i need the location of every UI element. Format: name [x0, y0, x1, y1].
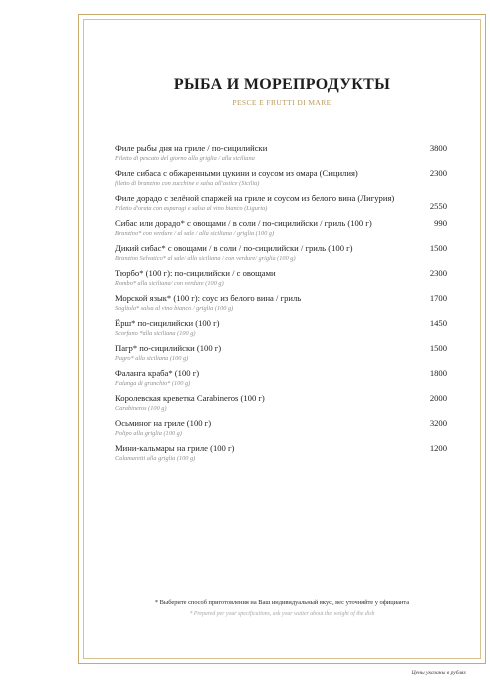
menu-item-price: 3200	[429, 418, 447, 428]
menu-item-subtitle: Falanga di granchio* (100 g)	[115, 380, 191, 387]
menu-item-price: 2300	[429, 168, 447, 178]
menu-item-subtitle: Filetto d'orata con asparagi e salsa al vino bianco (Liguria)	[115, 205, 268, 212]
menu-item-price: 1700	[429, 293, 447, 303]
menu-item-name: Филе рыбы дня на гриле / по-сицилийски	[115, 143, 268, 153]
menu-item-name: Ёрш* по-сицилийски (100 г)	[115, 318, 220, 328]
menu-item	[115, 218, 447, 238]
menu-item-price: 1800	[429, 368, 447, 378]
menu-item	[115, 193, 447, 213]
menu-item	[115, 243, 447, 263]
menu-item-subtitle: Carabineros (100 g)	[115, 405, 167, 412]
menu-item-name: Пагр* по-сицилийски (100 г)	[115, 343, 222, 353]
menu-item-price: 1500	[429, 243, 447, 253]
menu-item-name: Тюрбо* (100 г): по-сицилийски / с овощами	[115, 268, 276, 278]
menu-item	[115, 268, 447, 288]
menu-item-subtitle: Pagro* alla siciliana (100 g)	[115, 355, 189, 362]
menu-item-name: Мини-кальмары на гриле (100 г)	[115, 443, 235, 453]
menu-items-list	[115, 143, 447, 468]
menu-item	[115, 393, 447, 413]
menu-item-name: Филе сибаса с обжаренными цукини и соусом из омара (Сицилия)	[115, 168, 358, 178]
menu-item-name: Сибас или дорадо* с овощами / в соли / по-сицилийски / гриль (100 г)	[115, 218, 372, 228]
menu-item	[115, 318, 447, 338]
menu-item	[115, 368, 447, 388]
menu-item-subtitle: Scorfano *alla siciliana (100 g)	[115, 330, 196, 337]
menu-item-subtitle: Sogliola* salsa al vino bianco / griglia (100 g)	[115, 305, 234, 312]
menu-item-name: Морской язык* (100 г): соус из белого вина / гриль	[115, 293, 302, 303]
menu-item	[115, 143, 447, 163]
menu-item	[115, 443, 447, 463]
menu-item-name: Осьминог на гриле (100 г)	[115, 418, 212, 428]
menu-item-price: 2000	[429, 393, 447, 403]
menu-item-subtitle: Filetto di pescato del giorno alla griglia / alla siciliana	[115, 155, 255, 162]
menu-item-subtitle: Calamaretti alla griglia (100 g)	[115, 455, 196, 462]
menu-item-subtitle: Branzino* con verdure / al sale / alla siciliana / griglia (100 g)	[115, 230, 275, 237]
menu-item-subtitle: Rombo* alla siciliana/ con verdure (100 g)	[115, 280, 224, 287]
cooking-note-translation: * Prepared per your specifications, ask your waiter about the weight of the dish	[189, 611, 375, 617]
menu-item-name: Фаланга краба* (100 г)	[115, 368, 200, 378]
menu-item-price: 2550	[429, 201, 447, 211]
menu-item	[115, 293, 447, 313]
menu-item-price: 1500	[429, 343, 447, 353]
menu-item-name: Филе дорадо с зелёной спаржей на гриле и соусом из белого вина (Лигурия)	[115, 193, 395, 203]
menu-item-price: 1200	[429, 443, 447, 453]
menu-item	[115, 418, 447, 438]
cooking-note: * Выберите способ приготовления на Ваш индивидуальный вкус, вес уточняйте у официанта	[154, 599, 410, 606]
menu-item-price: 990	[434, 218, 447, 228]
menu-item-name: Королевская креветка Carabineros (100 г)	[115, 393, 265, 403]
menu-item-subtitle: Polipo alla griglia (100 g)	[115, 430, 182, 437]
menu-item	[115, 343, 447, 363]
currency-footer: Цены указаны в рублях	[411, 670, 466, 676]
menu-item-price: 1450	[429, 318, 447, 328]
page-title: РЫБА И МОРЕПРОДУКТЫ	[173, 76, 391, 93]
menu-item-price: 3800	[429, 143, 447, 153]
menu-item-subtitle: Branzino Selvatico* al sale/ alla siciliana / con verdure/ griglia (100 g)	[115, 255, 296, 262]
menu-item	[115, 168, 447, 188]
menu-item-subtitle: filetto di branzino con zucchine e salsa all'astice (Sicilia)	[115, 180, 260, 187]
page-subtitle: PESCE E FRUTTI DI MARE	[232, 98, 332, 107]
menu-item-name: Дикий сибас* с овощами / в соли / по-сицилийски / гриль (100 г)	[115, 243, 353, 253]
menu-item-price: 2300	[429, 268, 447, 278]
